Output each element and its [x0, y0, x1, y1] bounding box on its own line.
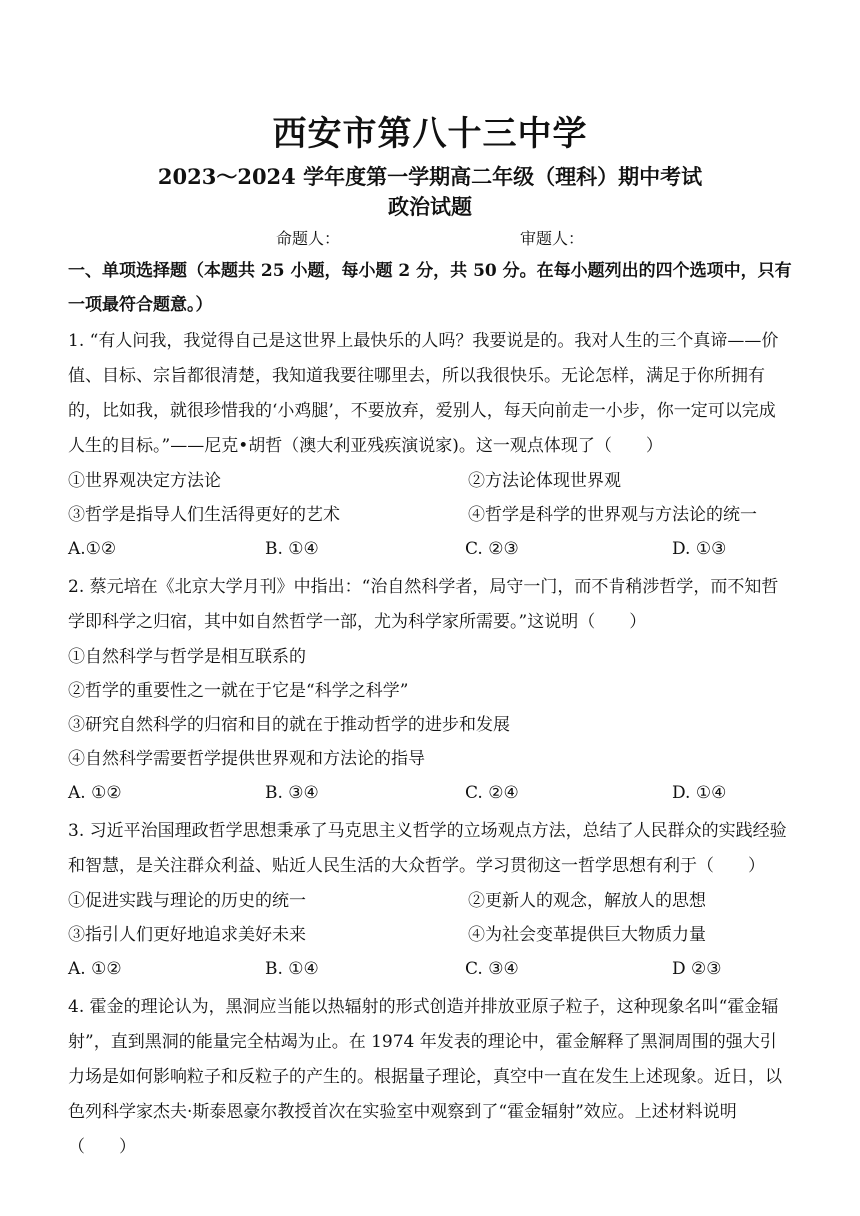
answer-choices — [68, 532, 792, 566]
option-4: ④为社会变革提供巨大物质力量 — [468, 925, 706, 945]
option-3: ③指引人们更好地追求美好未来 — [68, 925, 306, 945]
question-stem: 4. 霍金的理论认为，黑洞应当能以热辐射的形式创造并排放亚原子粒子，这种现象名叫“霍金辐射”，直到黑洞的能量完全枯竭为止。在 1974 年发表的理论中，霍金解释了黑洞周围的强大引力场是如何影响粒子和反粒子的产生的。根据量子理论，真空中一直在发生上述现象。近日，以色列科学家杰夫·斯泰恩豪尔教授首次在实验室中观察到了“霍金辐射”效应。上述材料说明（ ） — [68, 997, 782, 1157]
option-2: ②更新人的观念，解放人的思想 — [468, 891, 706, 911]
choice-d: D. ①④ — [672, 783, 727, 803]
choice-c: C. ②③ — [465, 539, 519, 559]
choice-c: C. ②④ — [465, 783, 519, 803]
choice-b: B. ③④ — [265, 783, 319, 803]
option-list — [68, 884, 792, 952]
question-4 — [68, 990, 792, 1165]
question-stem: 3. 习近平治国理政哲学思想秉承了马克思主义哲学的立场观点方法，总结了人民群众的实践经验和智慧，是关注群众利益、贴近人民生活的大众哲学。学习贯彻这一哲学思想有利于（ ） — [68, 821, 787, 876]
option-1: ①自然科学与哲学是相互联系的 — [68, 647, 306, 667]
choice-a: A.①② — [68, 539, 117, 559]
school-name: 西安市第八十三中学 — [272, 114, 588, 154]
answer-choices — [68, 776, 792, 810]
choice-c: C. ③④ — [465, 959, 519, 979]
choice-d: D ②③ — [672, 959, 722, 979]
exam-title: 2023～2024 学年度第一学期高二年级（理科）期中考试 — [157, 164, 703, 189]
option-4: ④自然科学需要哲学提供世界观和方法论的指导 — [68, 749, 425, 769]
option-3: ③研究自然科学的归宿和目的就在于推动哲学的进步和发展 — [68, 715, 510, 735]
option-1: ①世界观决定方法论 — [68, 471, 221, 491]
question-1 — [68, 324, 792, 566]
answer-choices — [68, 952, 792, 986]
option-4: ④哲学是科学的世界观与方法论的统一 — [468, 505, 757, 525]
option-2: ②方法论体现世界观 — [468, 471, 621, 491]
author-line — [68, 226, 792, 252]
choice-d: D. ①③ — [672, 539, 727, 559]
choice-b: B. ①④ — [265, 539, 319, 559]
subject-title: 政治试题 — [388, 194, 472, 219]
question-stem: 1. “有人问我，我觉得自己是这世界上最快乐的人吗？我要说是的。我对人生的三个真谛——价值、目标、宗旨都很清楚，我知道我要往哪里去，所以我很快乐。无论怎样，满足于你所拥有的，比如我，就很珍惜我的‘小鸡腿’，不要放弃，爱别人，每天向前走一小步，你一定可以完成人生的目标。”——尼克•胡哲（澳大利亚残疾演说家)。这一观点体现了（ ） — [68, 331, 779, 456]
author-label: 命题人： — [275, 229, 340, 248]
question-3 — [68, 814, 792, 986]
option-list — [68, 464, 792, 532]
option-2: ②哲学的重要性之一就在于它是“科学之科学” — [68, 681, 409, 701]
option-1: ①促进实践与理论的历史的统一 — [68, 891, 306, 911]
choice-a: A. ①② — [68, 783, 122, 803]
question-stem: 2. 蔡元培在《北京大学月刊》中指出：“治自然科学者，局守一门，而不肯稍涉哲学，而不知哲学即科学之归宿，其中如自然哲学一部，尤为科学家所需要。”这说明（ ） — [68, 577, 779, 632]
choice-a: A. ①② — [68, 959, 122, 979]
option-3: ③哲学是指导人们生活得更好的艺术 — [68, 505, 340, 525]
section-title: 一、单项选择题（本题共 25 小题，每小题 2 分，共 50 分。在每小题列出的四个选项中，只有一项最符合题意。） — [68, 261, 792, 315]
choice-b: B. ①④ — [265, 959, 319, 979]
reviewer-label: 审题人： — [520, 229, 585, 248]
question-2 — [68, 570, 792, 810]
